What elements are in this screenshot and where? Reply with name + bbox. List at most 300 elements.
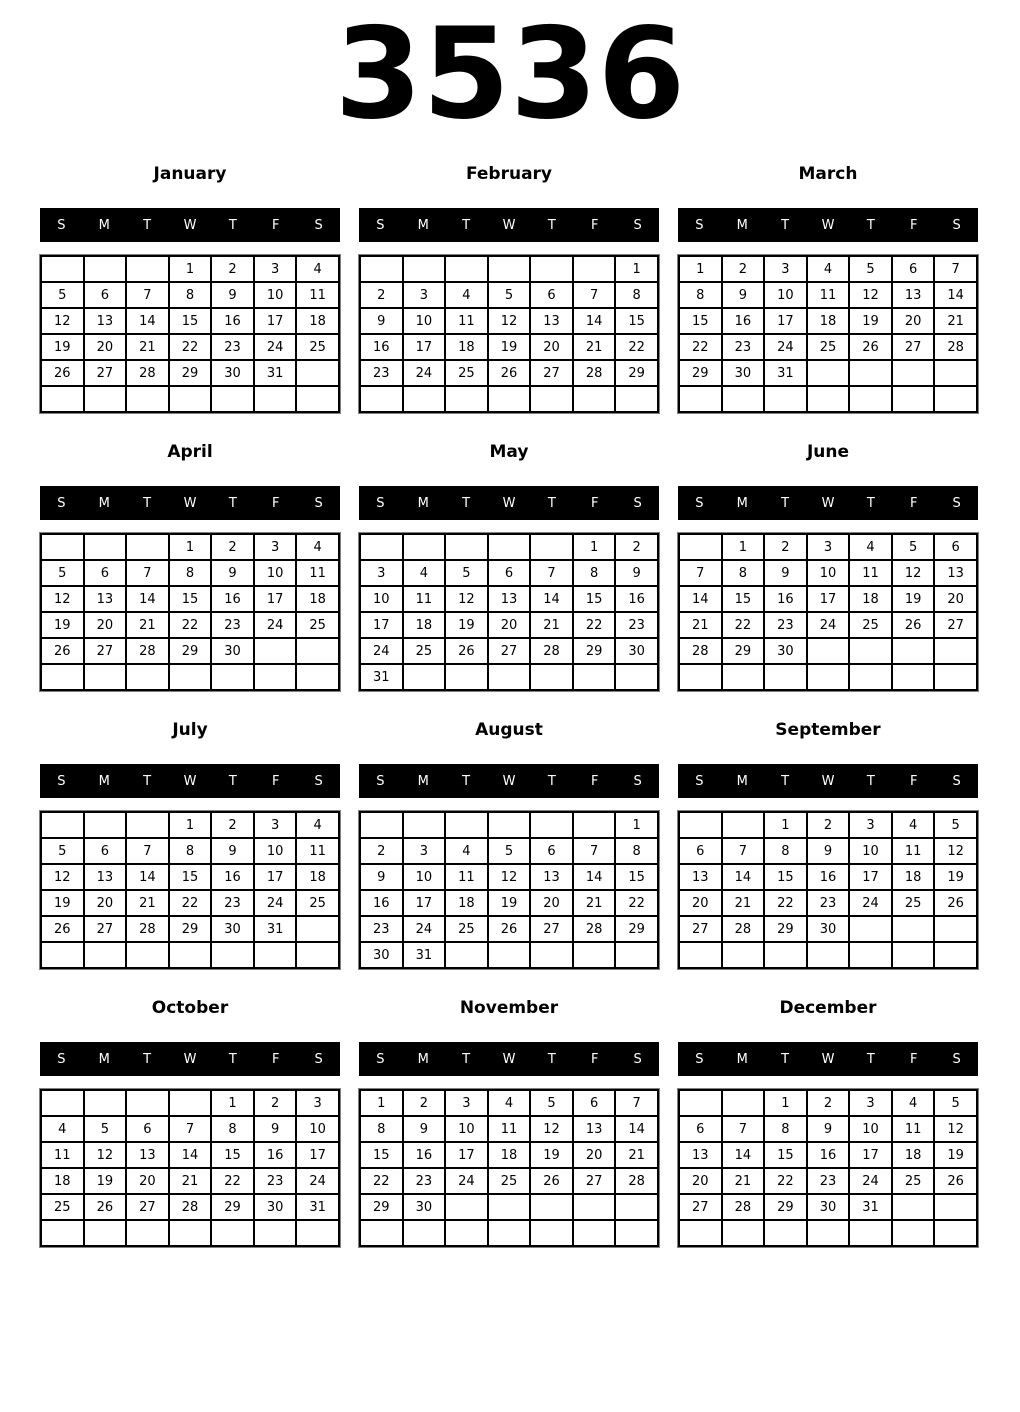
date-cell: 1 [169,534,212,560]
weekday-label: T [462,495,471,511]
week-row [360,308,658,334]
week-row [41,890,339,916]
date-cell: 26 [41,360,84,386]
date-cell: 8 [360,1116,403,1142]
month-name: January [153,164,227,185]
date-cell: 23 [360,916,403,942]
week-row [679,1090,977,1116]
empty-cell [445,1194,488,1220]
empty-cell [807,386,850,412]
date-cell: 15 [679,308,722,334]
weekday-label: W [821,217,835,233]
empty-cell [41,534,84,560]
date-cell: 9 [764,560,807,586]
date-cell: 27 [573,1168,616,1194]
date-cell: 19 [488,890,531,916]
date-cell: 13 [488,586,531,612]
empty-cell [360,812,403,838]
date-cell: 29 [360,1194,403,1220]
empty-cell [573,1194,616,1220]
week-row [41,1090,339,1116]
date-cell: 23 [615,612,658,638]
date-cell: 27 [488,638,531,664]
weekday-label: T [547,1051,556,1067]
week-row [679,1142,977,1168]
date-cell: 18 [892,864,935,890]
weekday-label: M [736,217,748,233]
date-cell: 18 [296,864,339,890]
empty-cell [126,386,169,412]
date-cell: 9 [615,560,658,586]
week-row [679,612,977,638]
weekday-header [40,208,340,242]
date-cell: 3 [445,1090,488,1116]
date-cell: 4 [849,534,892,560]
week-row [41,1116,339,1142]
date-cell: 2 [807,812,850,838]
week-row [679,560,977,586]
empty-cell [403,256,446,282]
week-row [360,916,658,942]
date-cell: 15 [764,864,807,890]
week-row [679,890,977,916]
weekday-label: M [98,217,110,233]
date-cell: 24 [807,612,850,638]
empty-cell [169,1220,212,1246]
weekday-label: T [547,773,556,789]
weekday-label: S [376,217,385,233]
date-cell: 12 [445,586,488,612]
date-cell: 13 [679,864,722,890]
empty-cell [679,812,722,838]
date-cell: 5 [892,534,935,560]
empty-cell [807,664,850,690]
week-row [360,1090,658,1116]
date-cell: 21 [530,612,573,638]
date-cell: 12 [488,308,531,334]
date-cell: 9 [211,282,254,308]
weekday-label: T [462,217,471,233]
weekday-label: T [547,495,556,511]
empty-cell [573,1220,616,1246]
date-cell: 28 [126,638,169,664]
date-cell: 10 [254,838,297,864]
weekday-label: F [271,1051,280,1067]
empty-cell [530,256,573,282]
date-cell: 20 [679,1168,722,1194]
date-cell: 6 [84,560,127,586]
date-cell: 14 [722,1142,765,1168]
date-cell: 13 [892,282,935,308]
date-cell: 18 [445,890,488,916]
empty-cell [807,942,850,968]
date-cell: 4 [892,812,935,838]
date-cell: 26 [445,638,488,664]
empty-cell [84,534,127,560]
date-cell: 20 [84,612,127,638]
empty-cell [41,942,84,968]
date-cell: 29 [722,638,765,664]
empty-cell [679,1090,722,1116]
date-cell: 26 [892,612,935,638]
date-cell: 5 [530,1090,573,1116]
weekday-label: F [909,217,918,233]
date-cell: 26 [849,334,892,360]
date-cell: 22 [169,612,212,638]
date-cell: 15 [573,586,616,612]
date-cell: 7 [126,560,169,586]
date-cell: 25 [488,1168,531,1194]
date-cell: 8 [679,282,722,308]
weekday-label: S [633,1051,642,1067]
date-cell: 20 [126,1168,169,1194]
date-cell: 31 [360,664,403,690]
date-cell: 16 [211,586,254,612]
date-grid [40,255,340,413]
empty-cell [41,256,84,282]
empty-cell [934,916,977,942]
date-cell: 31 [403,942,446,968]
weekday-label: W [502,1051,516,1067]
empty-cell [403,812,446,838]
week-row [679,1194,977,1220]
date-cell: 16 [254,1142,297,1168]
weekday-label: S [314,495,323,511]
week-row [679,360,977,386]
weekday-label: S [695,1051,704,1067]
week-row [41,534,339,560]
date-cell: 30 [807,916,850,942]
weekday-label: F [590,217,599,233]
date-cell: 17 [445,1142,488,1168]
date-cell: 2 [764,534,807,560]
date-cell: 1 [169,812,212,838]
empty-cell [892,360,935,386]
empty-cell [530,1220,573,1246]
weekday-label: S [376,773,385,789]
weekday-label: S [952,495,961,511]
date-cell: 6 [892,256,935,282]
week-row [679,916,977,942]
weekday-label: T [866,1051,875,1067]
date-cell: 9 [807,1116,850,1142]
weekday-header [678,208,978,242]
date-cell: 30 [722,360,765,386]
date-cell: 23 [403,1168,446,1194]
week-row [41,586,339,612]
date-cell: 2 [211,256,254,282]
weekday-label: W [502,495,516,511]
date-cell: 14 [934,282,977,308]
weekday-label: W [821,1051,835,1067]
empty-cell [615,1194,658,1220]
empty-cell [126,812,169,838]
date-cell: 7 [126,838,169,864]
weekday-label: S [633,217,642,233]
date-cell: 18 [892,1142,935,1168]
date-cell: 3 [764,256,807,282]
date-cell: 26 [84,1194,127,1220]
empty-cell [488,1194,531,1220]
date-grid [678,533,978,691]
weekday-label: S [57,1051,66,1067]
date-cell: 20 [530,334,573,360]
week-row [360,942,658,968]
date-cell: 29 [764,1194,807,1220]
date-cell: 15 [169,864,212,890]
weekday-label: T [143,773,152,789]
date-cell: 23 [211,890,254,916]
weekday-label: W [821,495,835,511]
weekday-label: F [271,217,280,233]
week-row [360,638,658,664]
empty-cell [169,942,212,968]
week-row [41,838,339,864]
date-cell: 13 [679,1142,722,1168]
week-row [679,256,977,282]
date-cell: 12 [41,308,84,334]
date-cell: 16 [211,308,254,334]
date-cell: 6 [488,560,531,586]
week-row [360,1116,658,1142]
date-cell: 27 [892,334,935,360]
empty-cell [445,534,488,560]
week-row [360,890,658,916]
weekday-label: W [183,773,197,789]
date-cell: 4 [296,256,339,282]
date-cell: 2 [211,812,254,838]
date-cell: 14 [126,864,169,890]
date-cell: 3 [849,1090,892,1116]
week-row [360,282,658,308]
date-cell: 23 [807,890,850,916]
weekday-label: S [57,773,66,789]
empty-cell [892,386,935,412]
empty-cell [722,1090,765,1116]
weekday-label: F [590,773,599,789]
empty-cell [530,942,573,968]
week-row [41,386,339,412]
weekday-label: S [376,1051,385,1067]
week-row [360,612,658,638]
date-cell: 7 [573,838,616,864]
weekday-label: W [183,217,197,233]
empty-cell [84,1220,127,1246]
empty-cell [679,1220,722,1246]
date-cell: 12 [488,864,531,890]
weekday-label: T [547,217,556,233]
date-cell: 5 [934,1090,977,1116]
date-cell: 24 [254,890,297,916]
empty-cell [445,386,488,412]
weekday-label: M [417,495,429,511]
weekday-label: T [228,217,237,233]
empty-cell [126,1220,169,1246]
date-cell: 3 [807,534,850,560]
date-cell: 10 [764,282,807,308]
month-name: July [172,720,208,741]
date-cell: 15 [169,308,212,334]
date-cell: 13 [573,1116,616,1142]
weekday-label: W [821,773,835,789]
empty-cell [445,812,488,838]
date-cell: 18 [296,308,339,334]
weekday-header [678,764,978,798]
weekday-label: M [417,773,429,789]
empty-cell [807,638,850,664]
empty-cell [679,664,722,690]
empty-cell [296,942,339,968]
weekday-label: M [736,495,748,511]
empty-cell [573,942,616,968]
month-name: October [151,998,229,1019]
month-november [359,989,659,1267]
date-cell: 25 [892,1168,935,1194]
date-cell: 25 [892,890,935,916]
date-cell: 17 [849,864,892,890]
date-cell: 21 [722,1168,765,1194]
month-name: December [779,998,877,1019]
date-cell: 21 [169,1168,212,1194]
date-cell: 16 [615,586,658,612]
weekday-label: F [271,495,280,511]
empty-cell [488,386,531,412]
date-cell: 23 [722,334,765,360]
date-cell: 14 [126,308,169,334]
date-cell: 29 [169,638,212,664]
date-cell: 11 [296,282,339,308]
week-row [41,1194,339,1220]
week-row [360,334,658,360]
empty-cell [403,1220,446,1246]
date-cell: 28 [126,360,169,386]
date-grid [359,255,659,413]
weekday-label: S [57,217,66,233]
date-cell: 19 [84,1168,127,1194]
date-cell: 11 [807,282,850,308]
date-cell: 16 [764,586,807,612]
date-cell: 21 [934,308,977,334]
date-cell: 2 [360,838,403,864]
empty-cell [892,942,935,968]
empty-cell [530,664,573,690]
month-name: February [465,164,553,185]
date-cell: 28 [169,1194,212,1220]
date-cell: 15 [211,1142,254,1168]
empty-cell [530,534,573,560]
empty-cell [892,1194,935,1220]
weekday-label: W [183,1051,197,1067]
empty-cell [211,386,254,412]
date-cell: 6 [679,1116,722,1142]
date-cell: 15 [722,586,765,612]
month-december [678,989,978,1267]
date-cell: 30 [254,1194,297,1220]
date-cell: 4 [445,838,488,864]
empty-cell [573,386,616,412]
date-cell: 18 [807,308,850,334]
date-cell: 6 [530,838,573,864]
date-cell: 8 [573,560,616,586]
date-cell: 21 [126,612,169,638]
empty-cell [488,942,531,968]
week-row [360,664,658,690]
date-cell: 17 [360,612,403,638]
empty-cell [488,256,531,282]
date-cell: 26 [488,916,531,942]
weekday-label: W [502,217,516,233]
date-cell: 4 [296,812,339,838]
empty-cell [764,386,807,412]
date-cell: 25 [41,1194,84,1220]
weekday-label: T [462,773,471,789]
date-cell: 10 [254,560,297,586]
weekday-label: T [781,217,790,233]
date-cell: 24 [445,1168,488,1194]
date-cell: 12 [934,1116,977,1142]
empty-cell [360,1220,403,1246]
empty-cell [488,664,531,690]
empty-cell [126,256,169,282]
week-row [41,664,339,690]
date-cell: 28 [126,916,169,942]
date-cell: 24 [403,916,446,942]
empty-cell [84,942,127,968]
weekday-label: S [952,217,961,233]
date-cell: 6 [679,838,722,864]
empty-cell [296,916,339,942]
empty-cell [807,1220,850,1246]
date-cell: 16 [211,864,254,890]
week-row [41,812,339,838]
month-june [678,433,978,711]
month-march [678,155,978,433]
empty-cell [764,942,807,968]
date-cell: 26 [934,1168,977,1194]
empty-cell [722,942,765,968]
week-row [41,308,339,334]
date-cell: 8 [169,560,212,586]
empty-cell [445,1220,488,1246]
date-cell: 30 [403,1194,446,1220]
date-cell: 24 [360,638,403,664]
date-cell: 28 [615,1168,658,1194]
empty-cell [573,812,616,838]
empty-cell [360,534,403,560]
date-cell: 9 [722,282,765,308]
date-cell: 14 [126,586,169,612]
date-cell: 20 [573,1142,616,1168]
empty-cell [722,386,765,412]
weekday-label: F [271,773,280,789]
empty-cell [573,256,616,282]
week-row [679,812,977,838]
week-row [360,586,658,612]
date-cell: 29 [615,360,658,386]
weekday-label: T [228,773,237,789]
week-row [41,916,339,942]
week-row [679,586,977,612]
date-cell: 18 [403,612,446,638]
week-row [679,1116,977,1142]
date-cell: 31 [849,1194,892,1220]
date-cell: 30 [211,916,254,942]
weekday-header [678,1042,978,1076]
empty-cell [296,1220,339,1246]
date-cell: 27 [679,1194,722,1220]
date-cell: 18 [849,586,892,612]
weekday-label: S [314,1051,323,1067]
